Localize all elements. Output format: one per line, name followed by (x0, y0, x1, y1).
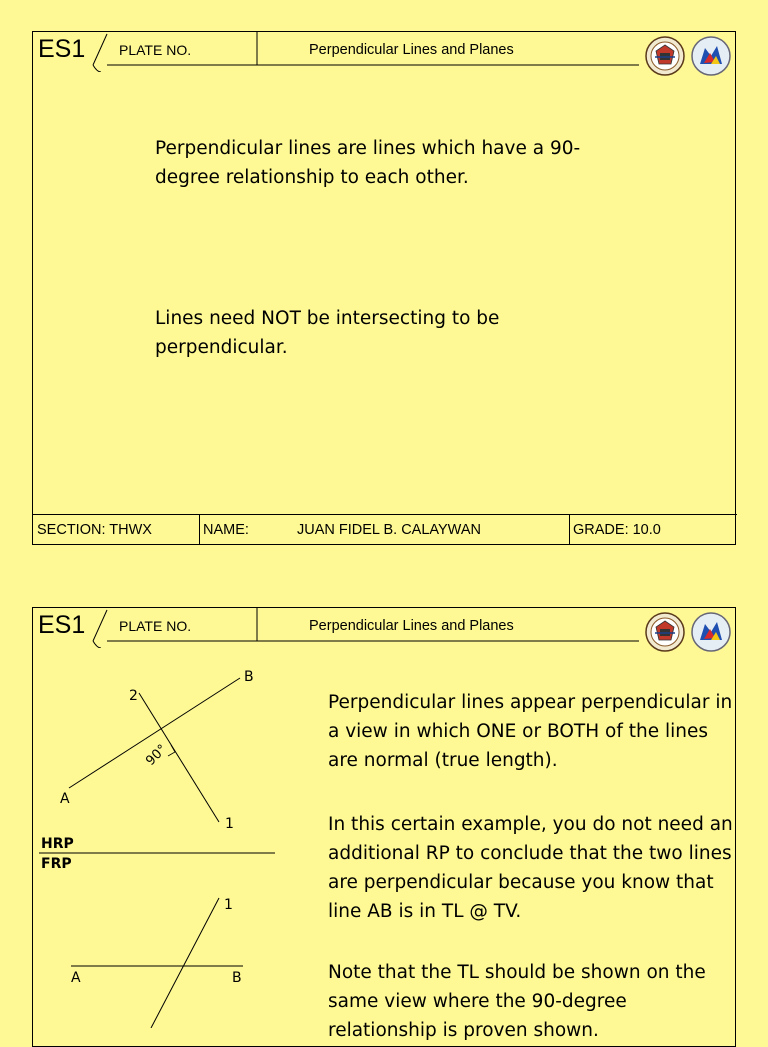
paragraph-appearance: Perpendicular lines appear perpendicular in a view in which ONE or BOTH of the lines are normal (true length). (328, 692, 733, 771)
paragraph-note: Note that the TL should be shown on the same view where the 90-degree relationship is proven shown. (328, 962, 706, 1041)
label-hrp: HRP (41, 836, 74, 852)
plate-no-label: PLATE NO. (119, 618, 192, 634)
label-b-top: B (244, 669, 254, 685)
plate-code: ES1 (38, 611, 86, 639)
grade-field: GRADE: 10.0 (573, 522, 661, 538)
name-value: JUAN FIDEL B. CALAYWAN (297, 522, 481, 538)
label-b-bottom: B (232, 970, 242, 986)
plate-no-label: PLATE NO. (119, 42, 192, 58)
right-angle-mark (168, 745, 175, 756)
paragraph-definition: Perpendicular lines are lines which have a 90-degree relationship to each other. (155, 138, 581, 188)
label-1-bottom: 1 (224, 897, 233, 913)
school-seal-logo (645, 36, 685, 76)
label-a-bottom: A (71, 970, 81, 986)
paragraph-note: Lines need NOT be intersecting to be perpendicular. (155, 308, 500, 358)
label-a-top: A (60, 791, 70, 807)
plate-code: ES1 (38, 35, 86, 63)
label-90-angle: 90° (143, 741, 171, 769)
school-seal-logo (645, 612, 685, 652)
plate-title: Perpendicular Lines and Planes (309, 618, 514, 634)
plate-title: Perpendicular Lines and Planes (309, 42, 514, 58)
plate-1 (32, 31, 736, 545)
name-label: NAME: (203, 522, 249, 538)
footer-info (33, 514, 737, 545)
label-2-top: 2 (129, 688, 138, 704)
line-21-front-view (151, 898, 219, 1028)
plate-2 (32, 607, 736, 1047)
engineering-logo (691, 36, 731, 76)
footer-divider (199, 515, 200, 545)
section-field: SECTION: THWX (37, 522, 152, 538)
footer-divider (569, 515, 570, 545)
paragraph-example: In this certain example, you do not need an additional RP to conclude that the two lines are perpendicular because you know that line AB is in TL @ TV. (328, 814, 733, 922)
engineering-logo (691, 612, 731, 652)
line-ab-top-view (69, 678, 240, 788)
title-block (33, 32, 737, 66)
label-frp: FRP (41, 856, 72, 872)
label-1-top: 1 (225, 816, 234, 832)
perpendicular-lines-diagram (33, 608, 303, 1028)
